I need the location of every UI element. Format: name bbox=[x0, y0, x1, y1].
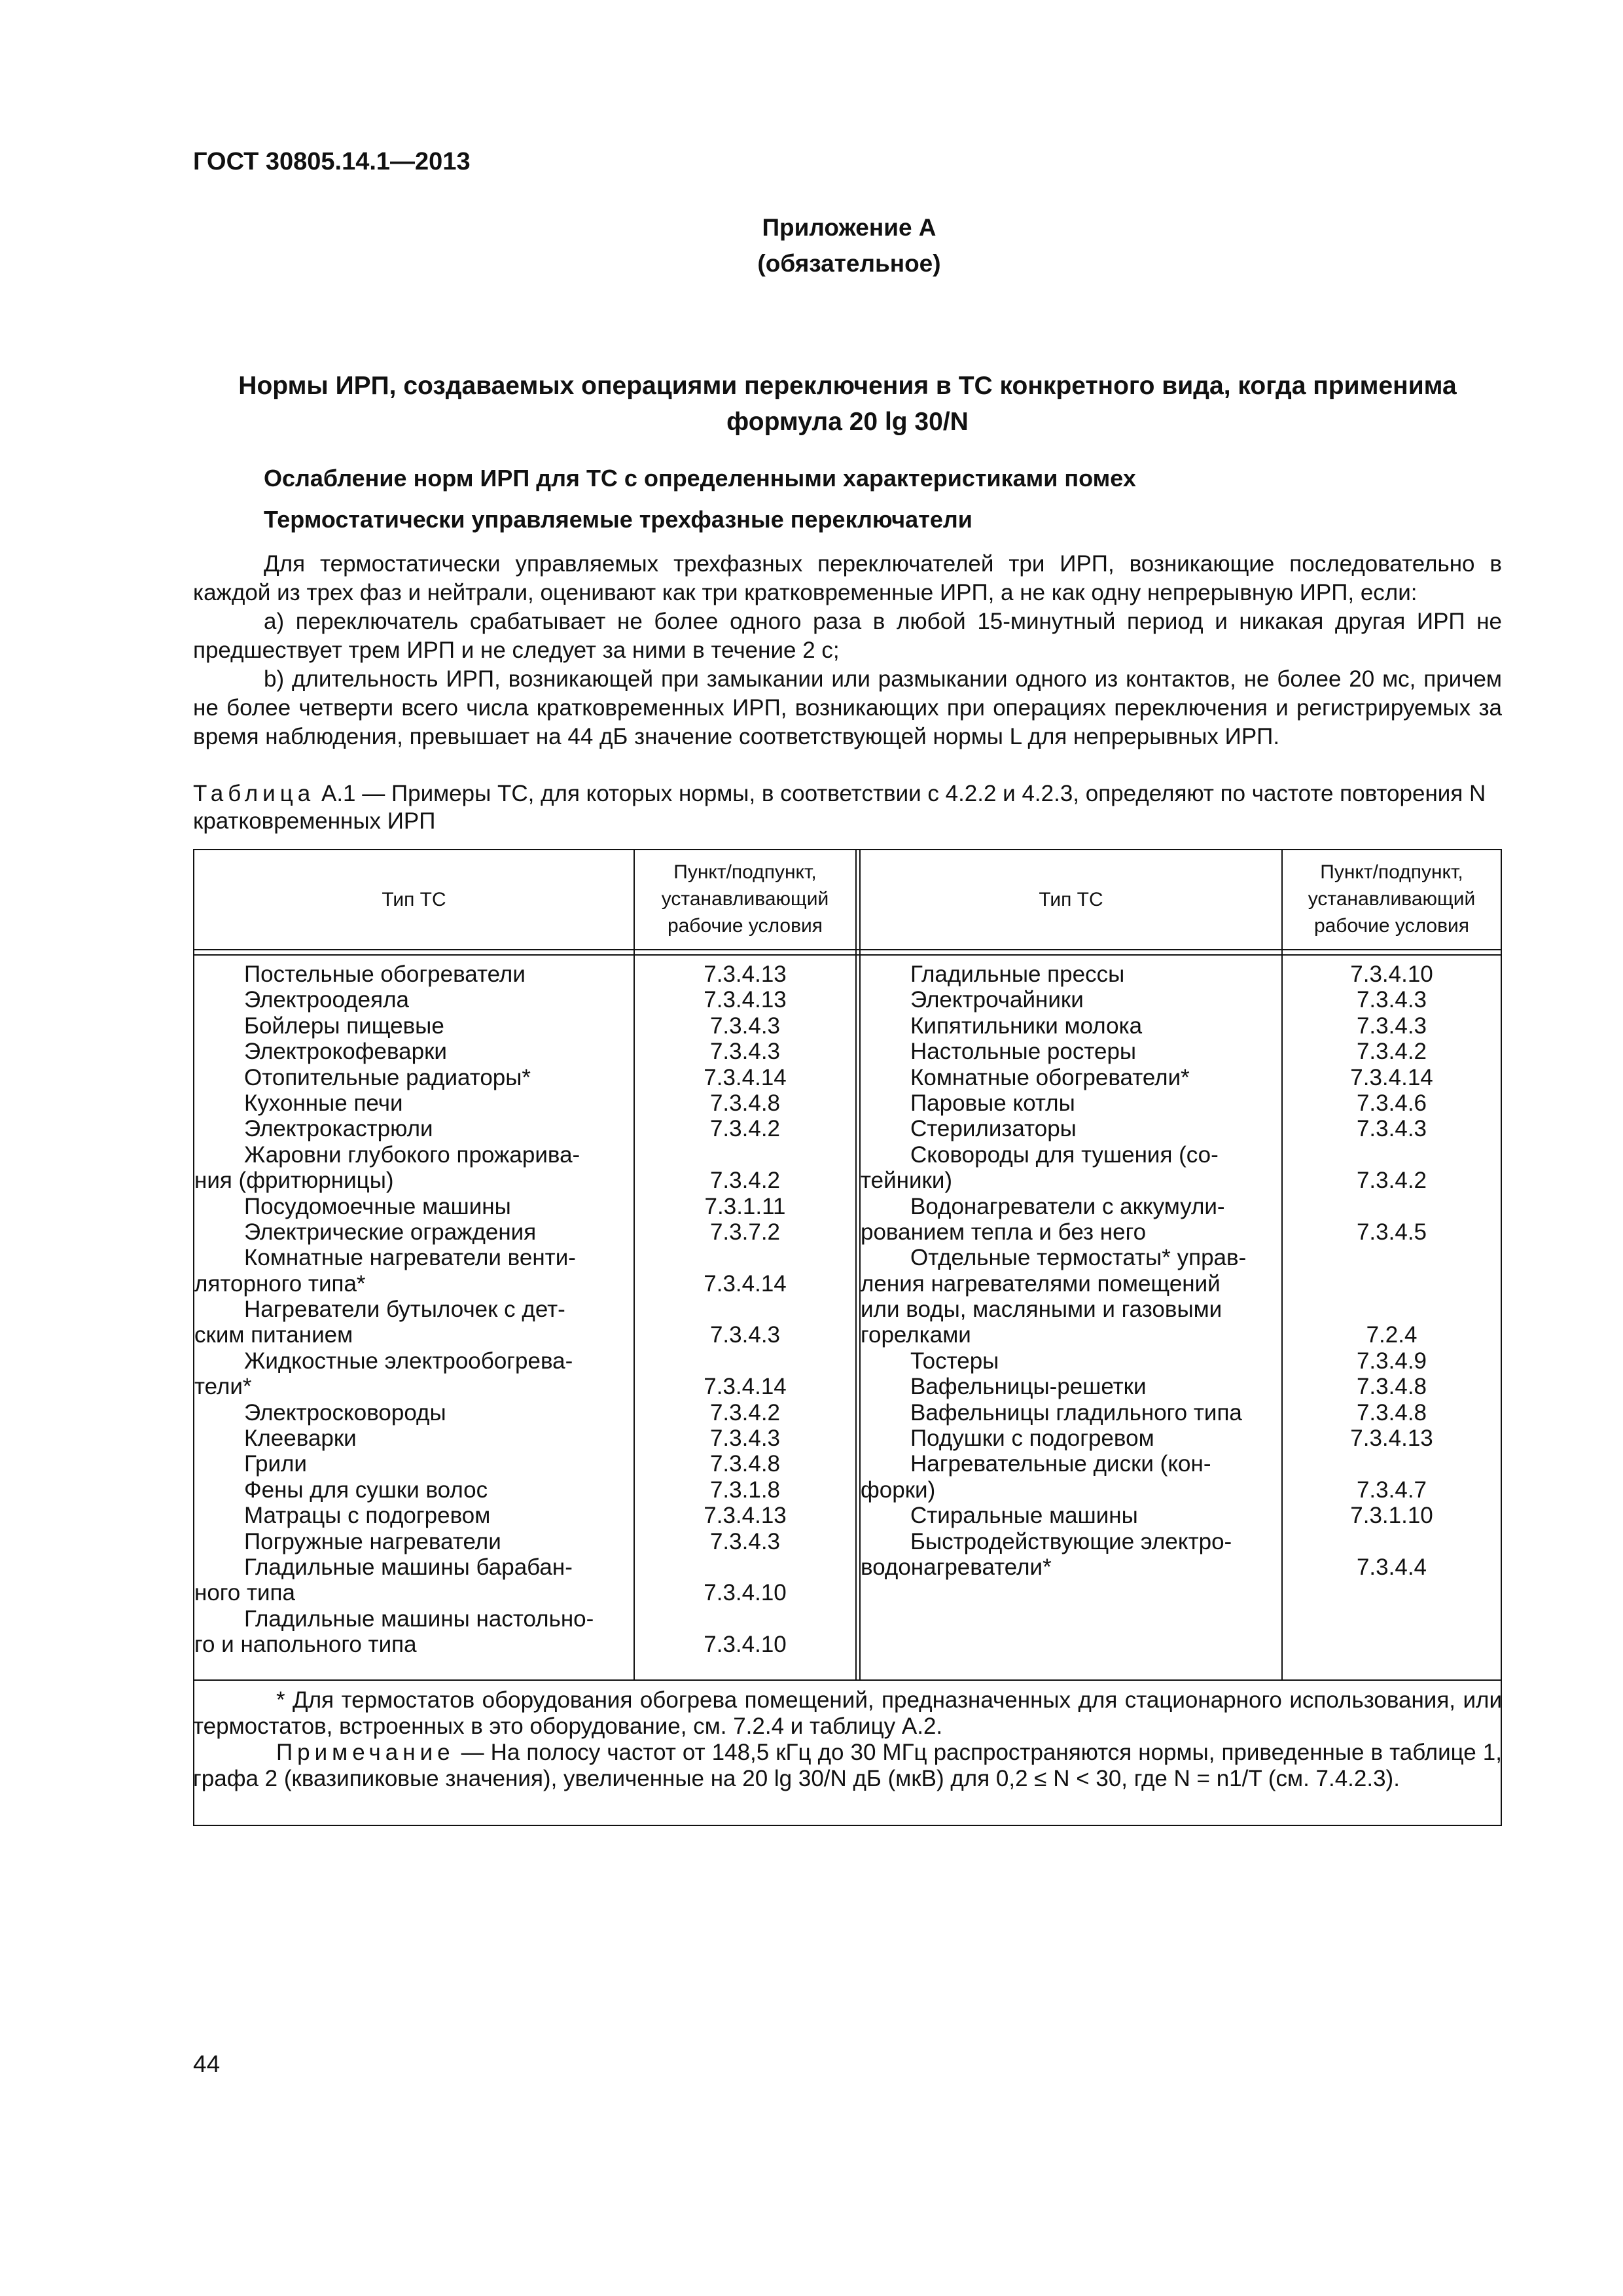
right-device-line: Гладильные прессы bbox=[910, 961, 1125, 987]
right-clause-value bbox=[1283, 1142, 1501, 1168]
page-number: 44 bbox=[193, 2051, 221, 2077]
header-clause-right-line-2: устанавливающий bbox=[1308, 888, 1476, 910]
subheading-attenuation: Ослабление норм ИРП для ТС с определенными характеристиками помех bbox=[264, 465, 1136, 492]
header-rule-1 bbox=[194, 949, 1501, 950]
right-clause-value: 7.3.4.7 bbox=[1356, 1477, 1427, 1503]
paragraph-condition-b: b) длительность ИРП, возникающей при замыкании или размыкании одного из контактов, не более 20 мс, причем не более четверти всего числа кратковременных ИРП, возникающих при операциях переключения и регистрируемых за время наблюдения, превышает на 44 дБ значение соответствующей нормы L для непрерывных ИРП. bbox=[193, 666, 1502, 749]
annex-status: (обязательное) bbox=[757, 250, 941, 277]
table-caption-text: А.1 — Примеры ТС, для которых нормы, в соответствии с 4.2.2 и 4.2.3, определяют по частоте повторения N кратковременных ИРП bbox=[193, 781, 1486, 834]
left-clause-value: 7.3.4.10 bbox=[704, 1580, 787, 1606]
left-clause-value bbox=[635, 1606, 855, 1632]
annex-heading bbox=[0, 209, 1623, 281]
right-device-line: Тостеры bbox=[910, 1348, 999, 1374]
table-footnote: * Для термостатов оборудования обогрева помещений, предназначенных для стационарного использования, или термостатов, встроенных в это оборудование, см. 7.2.4 и таблицу А.2. bbox=[193, 1687, 1502, 1739]
left-device-column bbox=[194, 961, 633, 1658]
right-device-line: Кипятильники молока bbox=[910, 1013, 1143, 1039]
right-clause-value bbox=[1283, 1297, 1501, 1322]
left-device-line: Матрацы с подогревом bbox=[244, 1503, 491, 1529]
left-clause-value bbox=[635, 1348, 855, 1374]
right-device-line: Электрочайники bbox=[910, 987, 1084, 1013]
left-clause-value: 7.3.7.2 bbox=[709, 1219, 781, 1245]
left-clause-value: 7.3.4.8 bbox=[709, 1451, 781, 1477]
right-clause-value: 7.3.4.4 bbox=[1356, 1554, 1427, 1580]
table-notes bbox=[193, 1687, 1502, 1792]
left-clause-value: 7.3.4.3 bbox=[709, 1013, 781, 1039]
right-device-line: Водонагреватели с аккумули- bbox=[910, 1193, 1225, 1219]
header-clause-right-line-1: Пункт/подпункт, bbox=[1320, 861, 1463, 883]
right-clause-value: 7.3.4.9 bbox=[1356, 1348, 1427, 1374]
right-clause-value: 7.3.4.14 bbox=[1350, 1064, 1433, 1090]
subheading-thermostatic-switches: Термостатически управляемые трехфазные переключатели bbox=[264, 506, 972, 533]
note-text: — На полосу частот от 148,5 кГц до 30 МГц распространяются нормы, приведенные в таблице 1, графа 2 (квазипиковые значения), увеличенные на 20 lg 30/N дБ (мкВ) для 0,2 ≤ N < 30, где N = n1/T (см. 7.4.2.3). bbox=[193, 1740, 1502, 1791]
left-clause-value: 7.3.4.3 bbox=[709, 1322, 781, 1348]
right-clause-value: 7.3.4.3 bbox=[1356, 1116, 1427, 1142]
left-device-line: тели* bbox=[194, 1374, 252, 1400]
right-clause-value bbox=[1283, 1245, 1501, 1270]
right-device-line: Настольные ростеры bbox=[910, 1039, 1137, 1065]
right-device-line: рованием тепла и без него bbox=[861, 1219, 1147, 1245]
right-clause-value: 7.3.4.8 bbox=[1356, 1374, 1427, 1400]
left-clause-value bbox=[635, 1142, 855, 1168]
left-device-line: Жаровни глубокого прожарива- bbox=[244, 1141, 580, 1168]
header-rule-2 bbox=[194, 954, 1501, 956]
right-clause-value: 7.3.4.3 bbox=[1356, 1013, 1427, 1039]
right-clause-value: 7.3.1.10 bbox=[1350, 1503, 1433, 1529]
right-clause-value: 7.3.4.5 bbox=[1356, 1219, 1427, 1245]
right-device-line: Подушки с подогревом bbox=[910, 1426, 1154, 1452]
right-clause-value: 7.3.4.2 bbox=[1356, 1168, 1427, 1194]
body-bottom-rule bbox=[194, 1679, 1501, 1681]
left-clause-value: 7.3.4.8 bbox=[709, 1090, 781, 1116]
devices-table bbox=[193, 849, 1502, 1826]
header-clause-left-line-3: рабочие условия bbox=[667, 915, 823, 937]
header-clause-left-line-1: Пункт/подпункт, bbox=[673, 861, 817, 883]
left-clause-value: 7.3.4.14 bbox=[704, 1064, 787, 1090]
left-device-line: Постельные обогреватели bbox=[244, 961, 526, 987]
header-clause-right bbox=[1283, 859, 1501, 939]
left-clause-value: 7.3.1.8 bbox=[709, 1477, 781, 1503]
table-caption-label: Таблица bbox=[193, 781, 315, 806]
table-caption bbox=[193, 780, 1502, 835]
paragraph-condition-a: а) переключатель срабатывает не более одного раза в любой 15-минутный период и никакая другая ИРП не предшествует трем ИРП и не следует за ними в течение 2 с; bbox=[193, 609, 1502, 663]
paragraph-intro: Для термостатически управляемых трехфазных переключателей три ИРП, возникающие последовательно в каждой из трех фаз и нейтрали, оценивают как три кратковременные ИРП, а не как одну непрерывную ИРП, если: bbox=[193, 551, 1502, 605]
right-device-line: Быстродействующие электро- bbox=[910, 1528, 1232, 1554]
right-device-line: ления нагревателями помещений bbox=[861, 1270, 1221, 1297]
left-device-line: Электроодеяла bbox=[244, 987, 409, 1013]
left-device-line: Электрокастрюли bbox=[244, 1116, 433, 1142]
left-clause-value bbox=[635, 1245, 855, 1270]
annex-title: Приложение А bbox=[762, 214, 936, 241]
header-type-right: Тип ТС bbox=[1039, 889, 1103, 910]
right-clause-value: 7.3.4.10 bbox=[1350, 961, 1433, 987]
left-device-line: Электрические ограждения bbox=[244, 1219, 537, 1245]
right-device-line: форки) bbox=[861, 1477, 936, 1503]
section-title bbox=[193, 368, 1502, 440]
left-clause-value: 7.3.4.14 bbox=[704, 1374, 787, 1400]
left-clause-value: 7.3.4.2 bbox=[709, 1116, 781, 1142]
right-clause-value: 7.3.4.2 bbox=[1356, 1039, 1427, 1065]
left-clause-value: 7.3.4.2 bbox=[709, 1399, 781, 1426]
left-device-line: ного типа bbox=[194, 1580, 295, 1606]
right-device-line: тейники) bbox=[861, 1168, 953, 1194]
left-device-line: Отопительные радиаторы* bbox=[244, 1064, 531, 1090]
right-device-line: водонагреватели* bbox=[861, 1554, 1052, 1580]
left-device-line: Посудомоечные машины bbox=[244, 1193, 511, 1219]
right-clause-column bbox=[1283, 961, 1501, 1580]
right-device-line: Комнатные обогреватели* bbox=[910, 1064, 1190, 1090]
left-device-line: го и напольного типа bbox=[194, 1632, 417, 1658]
left-device-line: Кухонные печи bbox=[244, 1090, 403, 1116]
left-clause-value: 7.3.4.13 bbox=[704, 961, 787, 987]
right-device-line: Стиральные машины bbox=[910, 1503, 1138, 1529]
left-clause-value: 7.3.4.10 bbox=[704, 1632, 787, 1658]
table-note bbox=[193, 1740, 1502, 1792]
left-device-line: Нагреватели бутылочек с дет- bbox=[244, 1297, 565, 1323]
left-clause-value: 7.3.4.3 bbox=[709, 1426, 781, 1452]
right-clause-value: 7.3.4.13 bbox=[1350, 1426, 1433, 1452]
left-clause-value bbox=[635, 1297, 855, 1322]
right-clause-value: 7.3.4.3 bbox=[1356, 987, 1427, 1013]
section-title-line-2: формула 20 lg 30/N bbox=[726, 408, 969, 436]
right-clause-value bbox=[1283, 1529, 1501, 1554]
table-divider-2 bbox=[855, 850, 857, 1681]
left-device-line: Погружные нагреватели bbox=[244, 1528, 501, 1554]
right-device-line: или воды, масляными и газовыми bbox=[861, 1297, 1222, 1323]
right-device-line: Вафельницы-решетки bbox=[910, 1374, 1147, 1400]
left-clause-value: 7.3.4.3 bbox=[709, 1528, 781, 1554]
left-device-line: ния (фритюрницы) bbox=[194, 1168, 394, 1194]
header-clause-left bbox=[635, 859, 855, 939]
right-clause-value: 7.3.4.6 bbox=[1356, 1090, 1427, 1116]
right-device-line: Вафельницы гладильного типа bbox=[910, 1399, 1242, 1426]
left-clause-value: 7.3.4.14 bbox=[704, 1270, 787, 1297]
right-device-line: горелками bbox=[861, 1322, 971, 1348]
header-clause-left-line-2: устанавливающий bbox=[661, 888, 829, 910]
left-device-line: Бойлеры пищевые bbox=[244, 1013, 444, 1039]
right-device-line: Отдельные термостаты* управ- bbox=[910, 1245, 1247, 1271]
right-clause-value bbox=[1283, 1451, 1501, 1477]
right-clause-value: 7.2.4 bbox=[1366, 1322, 1418, 1348]
body-text bbox=[193, 550, 1502, 751]
left-device-line: Электрокофеварки bbox=[244, 1039, 447, 1065]
note-label: Примечание bbox=[276, 1740, 455, 1765]
left-clause-column bbox=[635, 961, 855, 1658]
left-device-line: Фены для сушки волос bbox=[244, 1477, 488, 1503]
left-clause-value: 7.3.4.3 bbox=[709, 1039, 781, 1065]
left-device-line: Комнатные нагреватели венти- bbox=[244, 1245, 576, 1271]
section-title-line-1: Нормы ИРП, создаваемых операциями переключения в ТС конкретного вида, когда применима bbox=[238, 372, 1457, 400]
left-device-line: ским питанием bbox=[194, 1322, 353, 1348]
left-device-line: ляторного типа* bbox=[194, 1270, 366, 1297]
right-device-line: Нагревательные диски (кон- bbox=[910, 1451, 1211, 1477]
right-clause-value bbox=[1283, 1271, 1501, 1297]
left-device-line: Электросковороды bbox=[244, 1399, 446, 1426]
right-device-line: Сковороды для тушения (со- bbox=[910, 1141, 1219, 1168]
left-device-line: Гладильные машины настольно- bbox=[244, 1605, 594, 1632]
left-device-line: Клееварки bbox=[244, 1426, 357, 1452]
header-clause-right-line-3: рабочие условия bbox=[1313, 915, 1470, 937]
left-clause-value bbox=[635, 1554, 855, 1580]
right-device-column bbox=[861, 961, 1281, 1580]
right-device-line: Паровые котлы bbox=[910, 1090, 1075, 1116]
right-device-line: Стерилизаторы bbox=[910, 1116, 1077, 1142]
left-device-line: Гладильные машины барабан- bbox=[244, 1554, 573, 1580]
left-clause-value: 7.3.4.2 bbox=[709, 1168, 781, 1194]
left-device-line: Жидкостные электрообогрева- bbox=[244, 1348, 573, 1374]
left-clause-value: 7.3.4.13 bbox=[704, 1503, 787, 1529]
left-device-line: Грили bbox=[244, 1451, 307, 1477]
right-clause-value: 7.3.4.8 bbox=[1356, 1399, 1427, 1426]
header-type-left: Тип ТС bbox=[382, 889, 446, 910]
left-clause-value: 7.3.1.11 bbox=[704, 1193, 786, 1219]
right-clause-value bbox=[1283, 1194, 1501, 1219]
document-code: ГОСТ 30805.14.1—2013 bbox=[193, 148, 471, 175]
left-clause-value: 7.3.4.13 bbox=[704, 987, 787, 1013]
